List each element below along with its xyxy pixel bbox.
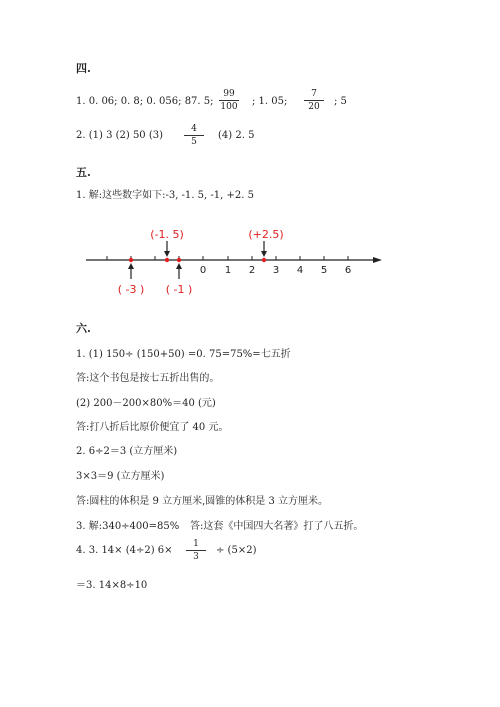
- s6-line-9a: 4. 3. 14× (4÷2) 6×: [76, 545, 173, 556]
- point-neg3: [129, 258, 133, 262]
- arrowhead-pos2-5: [261, 251, 267, 257]
- s6-line-8a: 3. 解:340÷400=85%: [76, 521, 180, 532]
- arrowhead-neg1-5: [164, 251, 170, 257]
- fraction-1-3: [184, 539, 208, 562]
- section-6-heading: 六.: [76, 322, 91, 335]
- fraction-numerator: 7: [311, 89, 317, 99]
- fraction-numerator: 99: [223, 89, 235, 99]
- fraction-denominator: 3: [193, 552, 199, 562]
- fraction-numerator: 4: [191, 124, 197, 134]
- tick-label-4: 4: [296, 265, 304, 276]
- section-5-heading: 五.: [76, 166, 91, 179]
- fraction-denominator: 20: [308, 102, 320, 112]
- s6-line-7: 答:圆柱的体积是 9 立方厘米,圆锥的体积是 3 立方厘米。: [76, 496, 328, 507]
- number-line-diagram: [0, 222, 500, 312]
- s6-line-1: 1. (1) 150÷ (150+50) =0. 75=75%=七五折: [76, 349, 291, 360]
- point-neg1: [177, 258, 181, 262]
- s4-q2-text: 2. (1) 3 (2) 50 (3): [76, 130, 164, 141]
- fraction-numerator: 1: [193, 539, 199, 549]
- tick-label-5: 5: [320, 265, 328, 276]
- label-pos2-5: (+2.5): [248, 228, 284, 241]
- s6-line-10: ＝3. 14×8÷10: [76, 580, 148, 591]
- fraction-99-100: [217, 89, 241, 112]
- s6-line-8b: 答:这套《中国四大名著》打了八五折。: [190, 521, 364, 532]
- tick-label-2: 2: [248, 265, 256, 276]
- tick-label-0: 0: [199, 265, 207, 276]
- s6-line-2: 答:这个书包是按七五折出售的。: [76, 373, 220, 384]
- s6-line-3: (2) 200－200×80%＝40 (元): [76, 398, 216, 409]
- label-neg3: ( -3 ): [117, 283, 145, 296]
- s5-q1-text: 1. 解:这些数字如下:-3, -1. 5, -1, +2. 5: [76, 190, 254, 201]
- tick-label-6: 6: [344, 265, 352, 276]
- tick-marks: [107, 256, 348, 260]
- label-neg1-5: (-1. 5): [150, 228, 184, 241]
- tick-label-3: 3: [272, 265, 280, 276]
- s6-line-5: 2. 6÷2＝3 (立方厘米): [76, 446, 178, 457]
- s6-line-4: 答:打八折后比原价便宜了 40 元。: [76, 422, 229, 433]
- s6-line-9b: ÷ (5×2): [216, 545, 257, 556]
- fraction-4-5: [182, 124, 206, 147]
- s4-q1-text-b: ; 1. 05;: [252, 96, 288, 107]
- fraction-7-20: [302, 89, 326, 112]
- tick-label-1: 1: [224, 265, 232, 276]
- s4-q2-text-b: (4) 2. 5: [218, 130, 255, 141]
- fraction-denominator: 5: [191, 137, 197, 147]
- label-neg1: ( -1 ): [165, 283, 193, 296]
- point-neg1-5: [165, 258, 169, 262]
- point-pos2-5: [262, 258, 266, 262]
- s6-line-6: 3×3＝9 (立方厘米): [76, 471, 165, 482]
- s4-q1-text-c: ; 5: [334, 96, 347, 107]
- section-4-heading: 四.: [76, 62, 91, 75]
- s4-q1-text: 1. 0. 06; 0. 8; 0. 056; 87. 5;: [76, 96, 214, 107]
- axis-arrowhead: [373, 257, 382, 263]
- fraction-denominator: 100: [220, 102, 238, 112]
